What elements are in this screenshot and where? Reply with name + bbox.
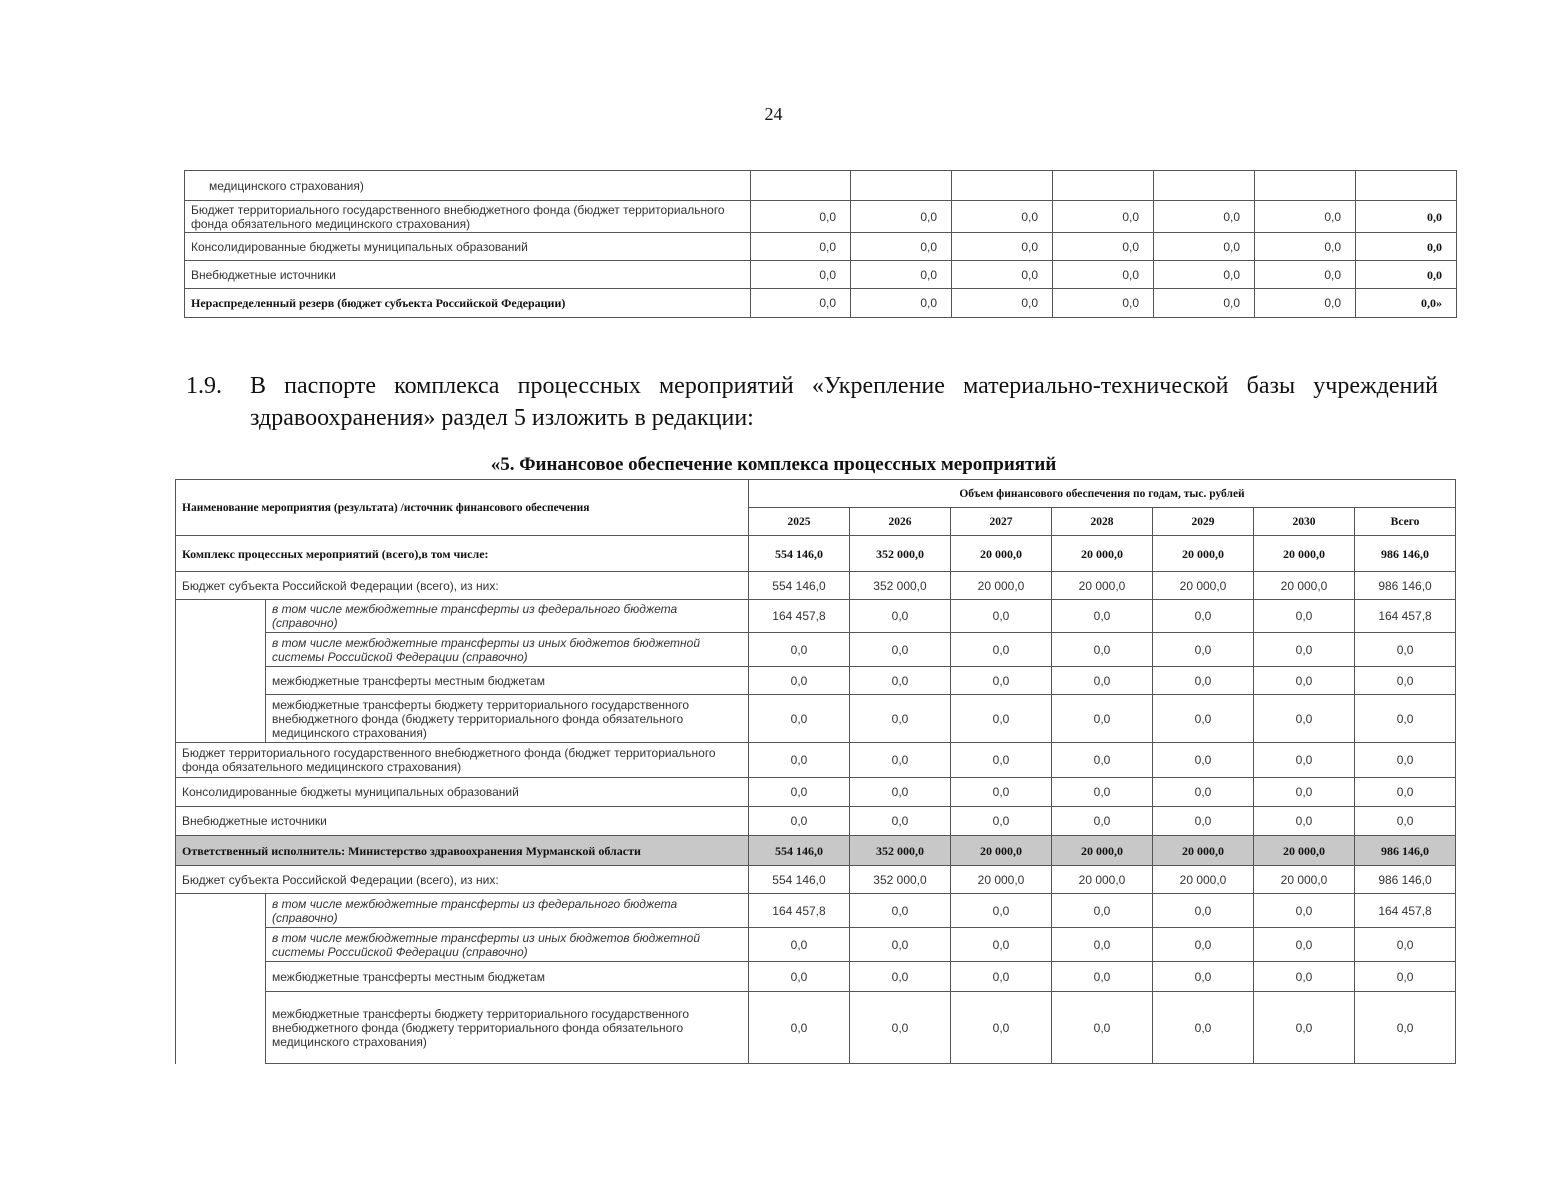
value-cell: 20 000,0	[1254, 836, 1355, 866]
value-cell: 0,0	[952, 261, 1053, 289]
row-label: Бюджет территориального государственного внебюджетного фонда (бюджет территориального фонда обязательного медицинского страхования)	[176, 743, 749, 778]
table-row	[185, 261, 1457, 289]
value-cell: 20 000,0	[951, 572, 1052, 600]
value-cell: 0,0	[749, 633, 850, 667]
value-cell: 0,0	[951, 667, 1052, 695]
paragraph-number: 1.9.	[186, 373, 222, 399]
value-cell: 0,0»	[1356, 289, 1457, 318]
value-cell	[1154, 171, 1255, 201]
value-cell: 0,0	[1356, 233, 1457, 261]
table-row	[176, 633, 1456, 667]
value-cell: 0,0	[1355, 962, 1456, 992]
value-cell: 0,0	[1052, 743, 1153, 778]
value-cell: 0,0	[951, 962, 1052, 992]
table-row	[185, 233, 1457, 261]
year-header: 2028	[1052, 508, 1153, 536]
value-cell: 0,0	[1153, 667, 1254, 695]
row-label: в том числе межбюджетные трансферты из иных бюджетов бюджетной системы Российской Федерации (справочно)	[266, 633, 749, 667]
value-cell: 0,0	[1154, 201, 1255, 233]
value-cell: 0,0	[951, 894, 1052, 928]
value-cell: 0,0	[1355, 778, 1456, 807]
value-cell: 0,0	[749, 778, 850, 807]
value-cell: 0,0	[1153, 807, 1254, 836]
value-cell	[952, 171, 1053, 201]
value-cell: 0,0	[1153, 962, 1254, 992]
value-cell: 0,0	[851, 289, 952, 318]
value-cell: 0,0	[749, 928, 850, 962]
value-cell: 0,0	[951, 807, 1052, 836]
value-cell: 0,0	[751, 261, 851, 289]
value-cell	[1255, 171, 1356, 201]
row-label: межбюджетные трансферты бюджету территориального государственного внебюджетного фонда (бюджету территориального фонда обязательного медицинского страхования)	[266, 992, 749, 1064]
indent-cell	[176, 667, 266, 695]
value-cell: 0,0	[1154, 289, 1255, 318]
table-row	[176, 743, 1456, 778]
year-header: Всего	[1355, 508, 1456, 536]
value-cell: 0,0	[952, 289, 1053, 318]
value-cell: 0,0	[1255, 233, 1356, 261]
row-label: Внебюджетные источники	[176, 807, 749, 836]
value-cell: 20 000,0	[1153, 866, 1254, 894]
value-cell: 164 457,8	[1355, 600, 1456, 633]
value-cell: 0,0	[1153, 743, 1254, 778]
value-cell: 0,0	[1254, 743, 1355, 778]
value-cell: 20 000,0	[951, 836, 1052, 866]
value-cell: 20 000,0	[1254, 536, 1355, 572]
table-row	[176, 894, 1456, 928]
value-cell: 164 457,8	[1355, 894, 1456, 928]
value-cell: 0,0	[851, 201, 952, 233]
table-row	[176, 536, 1456, 572]
value-cell: 0,0	[1355, 695, 1456, 743]
value-cell: 0,0	[751, 201, 851, 233]
value-cell: 0,0	[1254, 778, 1355, 807]
value-cell: 0,0	[1254, 928, 1355, 962]
year-header: 2030	[1254, 508, 1355, 536]
value-cell: 0,0	[951, 928, 1052, 962]
value-cell: 0,0	[1052, 778, 1153, 807]
row-label: Бюджет территориального государственного внебюджетного фонда (бюджет территориального фонда обязательного медицинского страхования)	[185, 201, 751, 233]
value-cell: 0,0	[1153, 600, 1254, 633]
row-label: Консолидированные бюджеты муниципальных образований	[176, 778, 749, 807]
value-cell: 0,0	[850, 962, 951, 992]
value-cell: 0,0	[1254, 894, 1355, 928]
value-cell: 20 000,0	[1052, 836, 1153, 866]
value-cell: 0,0	[1355, 928, 1456, 962]
section-title: «5. Финансовое обеспечение комплекса процессных мероприятий	[490, 454, 1057, 475]
value-cell: 0,0	[1052, 928, 1153, 962]
value-cell: 0,0	[1053, 233, 1154, 261]
row-label: в том числе межбюджетные трансферты из федерального бюджета (справочно)	[266, 894, 749, 928]
table-row	[185, 171, 1457, 201]
value-cell: 0,0	[951, 992, 1052, 1064]
value-cell: 986 146,0	[1355, 836, 1456, 866]
value-cell: 0,0	[1355, 667, 1456, 695]
value-cell: 0,0	[1154, 233, 1255, 261]
row-label: Комплекс процессных мероприятий (всего),в том числе:	[176, 536, 749, 572]
value-cell: 0,0	[749, 743, 850, 778]
value-cell: 0,0	[1053, 261, 1154, 289]
value-cell	[751, 171, 851, 201]
row-label: Бюджет субъекта Российской Федерации (всего), из них:	[176, 866, 749, 894]
value-cell: 0,0	[1154, 261, 1255, 289]
value-cell: 0,0	[751, 289, 851, 318]
value-cell: 0,0	[951, 633, 1052, 667]
value-cell: 0,0	[851, 233, 952, 261]
value-cell: 0,0	[1052, 633, 1153, 667]
value-cell: 0,0	[1052, 695, 1153, 743]
value-cell: 0,0	[850, 695, 951, 743]
value-cell: 164 457,8	[749, 894, 850, 928]
table-row	[176, 572, 1456, 600]
value-cell: 0,0	[1052, 667, 1153, 695]
value-cell: 0,0	[850, 992, 951, 1064]
value-cell: 0,0	[1153, 894, 1254, 928]
table-row	[176, 695, 1456, 743]
value-cell: 352 000,0	[850, 866, 951, 894]
value-cell: 352 000,0	[850, 572, 951, 600]
table-row	[176, 962, 1456, 992]
indent-cell	[176, 633, 266, 667]
value-cell: 0,0	[1254, 807, 1355, 836]
value-cell: 20 000,0	[1153, 836, 1254, 866]
paragraph-text: В паспорте комплекса процессных мероприятий «Укрепление материально-технической базы учреждений здравоохранения» раздел 5 изложить в редакции:	[250, 373, 1438, 431]
value-cell: 986 146,0	[1355, 536, 1456, 572]
value-cell	[851, 171, 952, 201]
table-row	[176, 807, 1456, 836]
value-cell: 0,0	[1153, 992, 1254, 1064]
value-cell: 554 146,0	[749, 536, 850, 572]
row-label: межбюджетные трансферты местным бюджетам	[266, 962, 749, 992]
financing-table	[175, 479, 1456, 1064]
row-label: медицинского страхования)	[185, 171, 751, 201]
value-cell: 0,0	[1052, 962, 1153, 992]
value-cell: 0,0	[1254, 667, 1355, 695]
row-label: Ответственный исполнитель: Министерство здравоохранения Мурманской области	[176, 836, 749, 866]
value-cell: 0,0	[1052, 600, 1153, 633]
value-cell: 0,0	[1153, 928, 1254, 962]
value-cell: 20 000,0	[1052, 536, 1153, 572]
value-cell: 0,0	[1255, 261, 1356, 289]
year-header: 2027	[951, 508, 1052, 536]
value-cell	[1356, 171, 1457, 201]
value-cell: 0,0	[749, 807, 850, 836]
value-cell: 0,0	[749, 667, 850, 695]
value-cell: 0,0	[1052, 992, 1153, 1064]
value-cell: 0,0	[1356, 201, 1457, 233]
row-label: Нераспределенный резерв (бюджет субъекта Российской Федерации)	[185, 289, 751, 318]
value-cell: 0,0	[952, 233, 1053, 261]
year-header: 2029	[1153, 508, 1254, 536]
value-cell: 0,0	[751, 233, 851, 261]
value-cell: 0,0	[1355, 633, 1456, 667]
value-cell: 0,0	[749, 695, 850, 743]
value-cell: 0,0	[1053, 201, 1154, 233]
value-cell: 0,0	[951, 695, 1052, 743]
value-cell: 0,0	[850, 633, 951, 667]
value-cell: 0,0	[1153, 695, 1254, 743]
value-cell: 0,0	[1153, 633, 1254, 667]
value-cell: 20 000,0	[1052, 866, 1153, 894]
row-label: Консолидированные бюджеты муниципальных образований	[185, 233, 751, 261]
value-cell: 0,0	[1052, 807, 1153, 836]
page-number: 24	[764, 104, 783, 124]
value-cell: 0,0	[1355, 807, 1456, 836]
indent-cell	[176, 894, 266, 928]
continuation-table	[184, 170, 1457, 318]
row-label: в том числе межбюджетные трансферты из иных бюджетов бюджетной системы Российской Федерации (справочно)	[266, 928, 749, 962]
value-cell: 20 000,0	[1153, 536, 1254, 572]
value-cell: 0,0	[1053, 289, 1154, 318]
value-cell: 20 000,0	[1254, 866, 1355, 894]
indent-cell	[176, 695, 266, 743]
value-cell: 164 457,8	[749, 600, 850, 633]
value-cell: 20 000,0	[1052, 572, 1153, 600]
table-row	[185, 201, 1457, 233]
value-cell: 0,0	[850, 894, 951, 928]
value-cell	[1053, 171, 1154, 201]
value-cell: 352 000,0	[850, 836, 951, 866]
value-cell: 0,0	[749, 992, 850, 1064]
value-cell: 0,0	[952, 201, 1053, 233]
table-row	[176, 600, 1456, 633]
value-cell: 0,0	[1356, 261, 1457, 289]
table-row	[176, 928, 1456, 962]
row-label: в том числе межбюджетные трансферты из федерального бюджета (справочно)	[266, 600, 749, 633]
value-cell: 0,0	[1254, 600, 1355, 633]
value-cell: 0,0	[850, 928, 951, 962]
value-cell: 0,0	[1255, 201, 1356, 233]
header-name: Наименование мероприятия (результата) /источник финансового обеспечения	[176, 480, 749, 536]
value-cell: 20 000,0	[951, 866, 1052, 894]
value-cell: 554 146,0	[749, 836, 850, 866]
row-label: межбюджетные трансферты местным бюджетам	[266, 667, 749, 695]
value-cell: 0,0	[1355, 743, 1456, 778]
value-cell: 0,0	[850, 667, 951, 695]
value-cell: 986 146,0	[1355, 866, 1456, 894]
value-cell: 0,0	[1254, 992, 1355, 1064]
value-cell: 554 146,0	[749, 572, 850, 600]
value-cell: 0,0	[951, 600, 1052, 633]
value-cell: 0,0	[1052, 894, 1153, 928]
value-cell: 20 000,0	[951, 536, 1052, 572]
value-cell: 0,0	[851, 261, 952, 289]
amendment-paragraph	[186, 370, 1438, 434]
value-cell: 0,0	[1254, 633, 1355, 667]
value-cell: 554 146,0	[749, 866, 850, 894]
row-label: Бюджет субъекта Российской Федерации (всего), из них:	[176, 572, 749, 600]
value-cell: 0,0	[850, 600, 951, 633]
indent-cell	[176, 992, 266, 1064]
value-cell: 0,0	[1153, 778, 1254, 807]
value-cell: 0,0	[1254, 962, 1355, 992]
value-cell: 986 146,0	[1355, 572, 1456, 600]
table-row	[176, 866, 1456, 894]
value-cell: 0,0	[951, 743, 1052, 778]
year-header: 2026	[850, 508, 951, 536]
table-row	[185, 289, 1457, 318]
value-cell: 20 000,0	[1153, 572, 1254, 600]
value-cell: 0,0	[1255, 289, 1356, 318]
value-cell: 0,0	[749, 962, 850, 992]
value-cell: 352 000,0	[850, 536, 951, 572]
value-cell: 20 000,0	[1254, 572, 1355, 600]
value-cell: 0,0	[850, 807, 951, 836]
table-row	[176, 778, 1456, 807]
header-volume: Объем финансового обеспечения по годам, тыс. рублей	[749, 480, 1456, 508]
indent-cell	[176, 928, 266, 962]
year-header: 2025	[749, 508, 850, 536]
indent-cell	[176, 600, 266, 633]
value-cell: 0,0	[850, 778, 951, 807]
value-cell: 0,0	[1254, 695, 1355, 743]
table-row	[176, 992, 1456, 1064]
row-label: Внебюджетные источники	[185, 261, 751, 289]
value-cell: 0,0	[1355, 992, 1456, 1064]
row-label: межбюджетные трансферты бюджету территориального государственного внебюджетного фонда (бюджету территориального фонда обязательного медицинского страхования)	[266, 695, 749, 743]
table-row	[176, 667, 1456, 695]
indent-cell	[176, 962, 266, 992]
table-row	[176, 836, 1456, 866]
value-cell: 0,0	[951, 778, 1052, 807]
value-cell: 0,0	[850, 743, 951, 778]
